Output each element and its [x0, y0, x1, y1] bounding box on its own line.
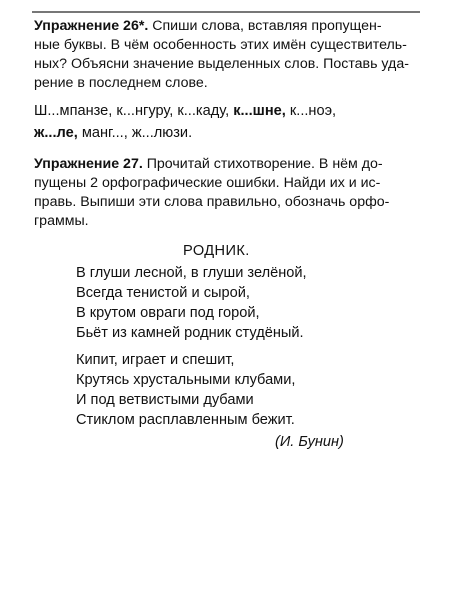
poem-line: Всегда тенистой и сырой, [76, 285, 250, 301]
poem-line: Крутясь хрустальными клубами, [76, 372, 296, 388]
poem-author: (И. Бунин) [275, 434, 344, 450]
word-list-line-1 [34, 100, 424, 122]
exercise-27-line-3: правь. Выпиши эти слова правильно, обозначь орфо- [34, 194, 390, 210]
exercise-27-line-4: граммы. [34, 213, 89, 229]
highlighted-word-2: ж...ле, [34, 125, 78, 141]
exercise-26-title: Упражнение 26*. [34, 18, 149, 34]
word-list-line-2 [34, 122, 424, 144]
exercise-26-line-4: рение в последнем слове. [34, 75, 208, 91]
exercise-26-line-1 [34, 17, 424, 36]
exercise-26-text-1: Спиши слова, вставляя пропущен- [148, 18, 382, 34]
poem-line: В глуши лесной, в глуши зелёной, [76, 265, 307, 281]
exercise-26-line-3: ных? Объясни значение выделенных слов. Поставь уда- [34, 56, 409, 72]
exercise-27-title: Упражнение 27. [34, 156, 143, 172]
words-part-3: к...ноэ, [285, 103, 337, 119]
poem-line: Бьёт из камней родник студёный. [76, 325, 304, 341]
poem-title: РОДНИК. [183, 243, 250, 259]
words-part-1: Ш...мпанзе, к...нгуру, к...каду, [34, 103, 234, 119]
top-divider [32, 11, 420, 13]
poem-line: И под ветвистыми дубами [76, 392, 254, 408]
exercise-27-text [34, 155, 424, 231]
highlighted-word-1: к...шне, [233, 103, 286, 119]
exercise-27-text-1: Прочитай стихотворение. В нём до- [142, 156, 383, 172]
words-part-5: манг..., ж...люзи. [77, 125, 193, 141]
exercise-26-text [34, 17, 424, 93]
exercise-27-line-1 [34, 155, 424, 174]
poem-line: Стиклом расплавленным бежит. [76, 412, 295, 428]
poem-stanza-2 [76, 350, 406, 430]
poem-line: Кипит, играет и спешит, [76, 352, 235, 368]
poem-line: В крутом овраги под горой, [76, 305, 260, 321]
word-list [34, 100, 424, 144]
exercise-27-line-2: пущены 2 орфографические ошибки. Найди их и ис- [34, 175, 381, 191]
exercise-26-line-2: ные буквы. В чём особенность этих имён существитель- [34, 37, 407, 53]
poem-stanza-1 [76, 263, 406, 343]
